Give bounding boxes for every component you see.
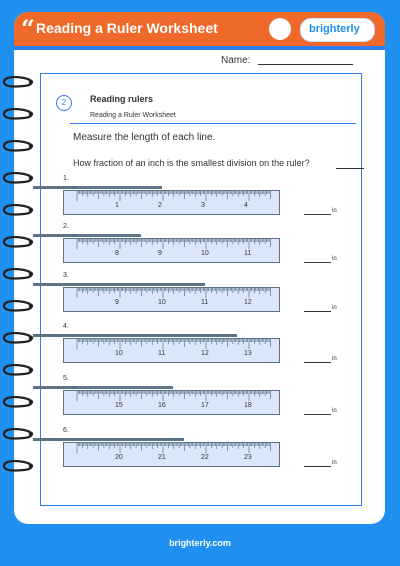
ruler-number: 12 (201, 350, 209, 357)
answer-unit: in (332, 408, 337, 414)
binding-ring-icon (0, 427, 38, 441)
binding-ring-icon (0, 171, 38, 185)
quote-mark-icon: “ (21, 14, 35, 43)
ruler-number: 11 (244, 250, 252, 257)
ruler-number: 16 (158, 402, 166, 409)
ruler-number: 17 (201, 402, 209, 409)
problem-label: 6. (63, 427, 69, 434)
binding-ring-icon (0, 139, 38, 153)
ruler-number: 13 (244, 350, 252, 357)
ruler-number: 3 (201, 202, 205, 209)
answer-unit: in (332, 208, 337, 214)
ruler-number: 11 (158, 350, 166, 357)
ruler-number: 1 (115, 202, 119, 209)
ruler-number: 10 (158, 299, 166, 306)
binding-ring-icon (0, 459, 38, 473)
measure-line (33, 438, 184, 441)
problem-label: 5. (63, 375, 69, 382)
ruler-number: 10 (115, 350, 123, 357)
answer-line[interactable] (304, 214, 331, 215)
question-text: How fraction of an inch is the smallest division on the ruler? (73, 158, 310, 168)
ruler-number: 23 (244, 454, 252, 461)
measure-line (33, 283, 205, 286)
brand-logo (300, 18, 375, 42)
measure-line (33, 234, 141, 237)
ruler-number: 18 (244, 402, 252, 409)
answer-line[interactable] (304, 414, 331, 415)
binding-ring-icon (0, 363, 38, 377)
problem-label: 1. (63, 175, 69, 182)
worksheet-page (14, 12, 385, 524)
measure-line (33, 186, 162, 189)
section-number: 2 (56, 95, 72, 111)
ruler-number: 9 (115, 299, 119, 306)
answer-unit: in (332, 356, 337, 362)
ruler-number: 20 (115, 454, 123, 461)
binding-ring-icon (0, 75, 38, 89)
binding-ring-icon (0, 203, 38, 217)
section-title: Reading rulers (90, 94, 154, 104)
binding-ring-icon (0, 299, 38, 313)
measure-line (33, 386, 173, 389)
instruction-text: Measure the length of each line. (73, 132, 216, 143)
section-subtitle: Reading a Ruler Worksheet (90, 112, 176, 119)
ruler-number: 4 (244, 202, 248, 209)
ruler-number: 12 (244, 299, 252, 306)
section-divider (70, 123, 356, 124)
problem-label: 4. (63, 323, 69, 330)
binding-ring-icon (0, 107, 38, 121)
header-circle-icon (269, 18, 291, 40)
binding-ring-icon (0, 331, 38, 345)
ruler-number: 15 (115, 402, 123, 409)
binding-ring-icon (0, 267, 38, 281)
measure-line (33, 334, 237, 337)
name-label: Name: (221, 55, 251, 66)
question-answer-line[interactable] (336, 168, 364, 169)
answer-unit: in (332, 460, 337, 466)
problem-label: 2. (63, 223, 69, 230)
answer-line[interactable] (304, 362, 331, 363)
ruler-number: 21 (158, 454, 166, 461)
ruler-number: 2 (158, 202, 162, 209)
ruler-number: 11 (201, 299, 209, 306)
ruler-number: 22 (201, 454, 209, 461)
ruler-number: 9 (158, 250, 162, 257)
name-input-line[interactable] (258, 64, 353, 65)
answer-line[interactable] (304, 466, 331, 467)
binding-ring-icon (0, 395, 38, 409)
ruler-number: 10 (201, 250, 209, 257)
answer-line[interactable] (304, 311, 331, 312)
brand-name: brighterly (309, 23, 360, 35)
answer-line[interactable] (304, 262, 331, 263)
answer-unit: in (332, 305, 337, 311)
footer-url: brighterly.com (169, 538, 231, 548)
answer-unit: in (332, 256, 337, 262)
ruler-number: 8 (115, 250, 119, 257)
header-bar (14, 12, 385, 50)
worksheet-title: Reading a Ruler Worksheet (36, 20, 218, 36)
problem-label: 3. (63, 272, 69, 279)
binding-ring-icon (0, 235, 38, 249)
